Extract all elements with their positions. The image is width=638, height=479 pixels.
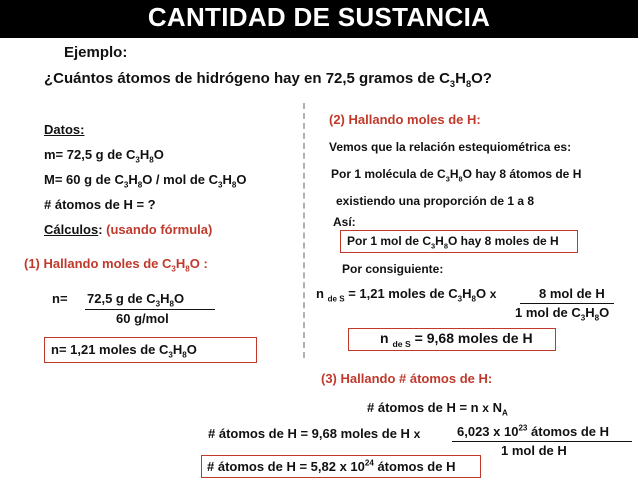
calc3-expression: # átomos de H = 9,68 moles de H x	[208, 426, 421, 441]
calc2-expression: n $_{de S}$ = 1,21 moles de $C_3H_8O$ x	[316, 286, 497, 304]
step3-heading: (3) Hallando # átomos de H:	[321, 371, 493, 386]
fraction1-numerator: 72,5 g de $C_3H_8O$	[87, 291, 185, 309]
datos-label: Datos:	[44, 122, 85, 137]
fraction1-bar	[85, 309, 215, 310]
molecule-relation: Por 1 molécula de $C_3H_8O$ hay 8 átomos de H	[331, 167, 582, 184]
calculos-line: Cálculos: (usando fórmula)	[44, 222, 213, 237]
result3: # átomos de H = 5,82 x $10^{24}$ átomos de H	[207, 458, 456, 474]
fraction3-numerator: 6,023 x $10^{23}$ átomos de H	[457, 423, 610, 439]
fraction2-numerator: 8 mol de H	[539, 286, 605, 301]
asi-text: Así:	[333, 215, 356, 229]
page-title: CANTIDAD DE SUSTANCIA	[147, 2, 491, 32]
result1: n= 1,21 moles de $C_3H_8O$	[51, 342, 197, 360]
fraction2-denominator: 1 mol de $C_3H_8O$	[515, 305, 610, 323]
n-label: n=	[52, 291, 68, 306]
fraction1-denominator: 60 g/mol	[116, 311, 169, 326]
result2: n $_{de S}$ = 9,68 moles de H	[380, 330, 533, 349]
mass-data: m= 72,5 g de $C_3H_8O$	[44, 147, 164, 165]
consiguiente-text: Por consiguiente:	[342, 262, 444, 276]
step2-heading: (2) Hallando moles de H:	[329, 112, 481, 127]
relation-text: Vemos que la relación estequiométrica es:	[329, 140, 572, 154]
question: ¿Cuántos átomos de hidrógeno hay en 72,5 gramos de $C_3H_8O$?	[44, 70, 492, 89]
proportion-text: existiendo una proporción de 1 a 8	[336, 194, 535, 208]
divider	[303, 103, 305, 358]
example-label: Ejemplo:	[64, 44, 128, 61]
fraction3-denominator: 1 mol de H	[501, 443, 567, 458]
atoms-unknown: # átomos de H = ?	[44, 197, 156, 212]
fraction2-bar	[520, 303, 614, 304]
step1-heading: (1) Hallando moles de $C_3H_8O$ :	[24, 256, 208, 274]
molar-mass-data: M= 60 g de $C_3H_8O$ / mol de $C_3H_8O$	[44, 172, 247, 190]
atoms-formula: # átomos de H = n x $N_A$	[367, 400, 508, 418]
fraction3-bar	[452, 441, 632, 442]
mol-relation: Por 1 mol de $C_3H_8O$ hay 8 moles de H	[347, 234, 559, 251]
